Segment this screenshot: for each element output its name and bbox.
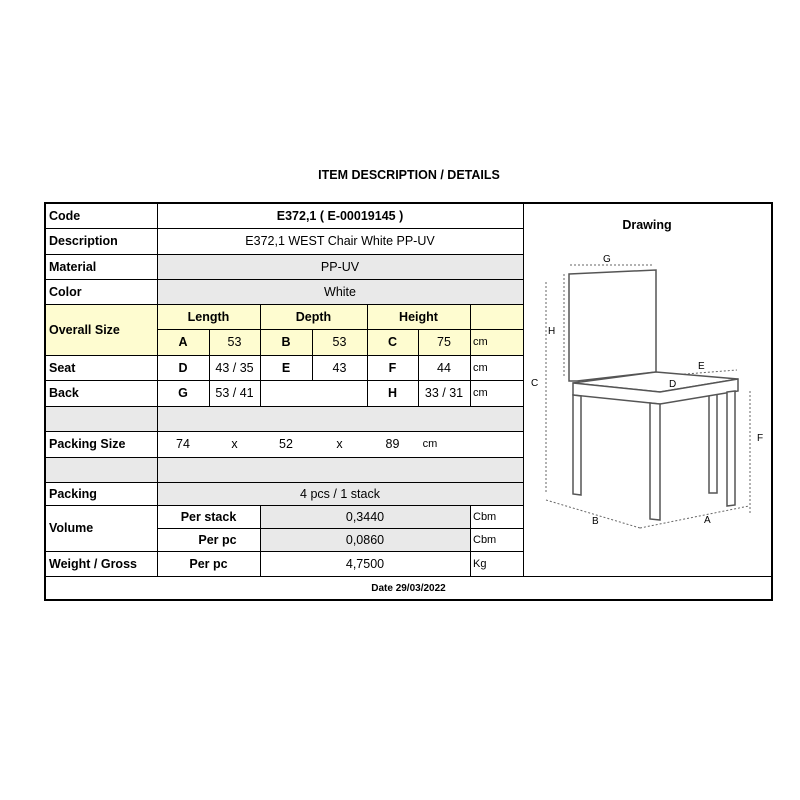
packing-size-length: 74 xyxy=(176,437,190,451)
dim-c-letter: C xyxy=(387,335,398,349)
packing-label: Packing xyxy=(49,486,97,501)
dim-g-value: 53 / 41 xyxy=(215,386,254,400)
drawing-label-a: A xyxy=(704,515,711,526)
back-unit: cm xyxy=(473,387,488,399)
packing-size-label: Packing Size xyxy=(49,437,126,451)
drawing-label-f: F xyxy=(757,433,764,444)
weight-label: Weight / Gross xyxy=(49,556,137,571)
material-value: PP-UV xyxy=(320,259,360,274)
drawing-label-g: G xyxy=(603,254,611,265)
height-header: Height xyxy=(399,309,438,324)
dim-d-value: 43 / 35 xyxy=(215,360,254,375)
chair-back-leg-right xyxy=(709,391,717,493)
dim-a-value: 53 xyxy=(227,335,242,349)
drawing-label-d: D xyxy=(669,379,677,390)
material-label: Material xyxy=(49,259,97,274)
dim-d-letter: D xyxy=(178,360,188,375)
spacer-row-bg-2 xyxy=(46,457,523,482)
weight-unit: Kg xyxy=(473,557,487,570)
chair-backrest xyxy=(569,270,656,381)
dim-f-letter: F xyxy=(388,360,397,375)
depth-header: Depth xyxy=(295,309,332,324)
volume-stack-label: Per stack xyxy=(180,509,237,524)
dim-e-letter: E xyxy=(281,360,291,375)
dim-b-letter: B xyxy=(281,335,291,349)
drawing-label-e: E xyxy=(698,361,705,372)
drawing-label-c: C xyxy=(531,378,539,389)
overall-size-label: Overall Size xyxy=(49,322,120,337)
weight-row-label: Per pc xyxy=(189,556,228,571)
drawing-label-b: B xyxy=(592,516,599,527)
spacer-row-bg xyxy=(46,406,523,431)
seat-label: Seat xyxy=(49,360,76,375)
chair-dimension-drawing xyxy=(524,248,771,573)
volume-stack-value: 0,3440 xyxy=(345,509,385,524)
packing-size-unit: cm xyxy=(422,438,438,450)
code-value: E372,1 ( E-00019145 ) xyxy=(276,209,404,223)
packing-size-x2: x xyxy=(336,437,343,451)
packing-size-x1: x xyxy=(231,437,238,451)
packing-size-height: 89 xyxy=(385,437,400,451)
volume-pc-value: 0,0860 xyxy=(345,532,385,547)
volume-pc-unit: Cbm xyxy=(473,533,497,546)
length-header: Length xyxy=(187,309,230,324)
dim-c-value: 75 xyxy=(437,335,451,349)
dim-h-letter: H xyxy=(387,386,398,400)
page-title: ITEM DESCRIPTION / DETAILS xyxy=(318,168,500,182)
dim-f-value: 44 xyxy=(437,360,451,375)
packing-value: 4 pcs / 1 stack xyxy=(300,486,380,501)
chair-leg-front-left xyxy=(650,403,660,520)
dim-e-value: 43 xyxy=(332,360,347,375)
volume-stack-unit: Cbm xyxy=(473,510,497,523)
dim-b-value: 53 xyxy=(332,335,347,349)
volume-pc-label: Per pc xyxy=(198,532,237,547)
dim-g-letter: G xyxy=(178,386,188,400)
weight-value: 4,7500 xyxy=(345,556,385,571)
dim-a-letter: A xyxy=(178,335,188,349)
packing-size-depth: 52 xyxy=(279,437,293,451)
drawing-title: Drawing xyxy=(622,218,672,232)
color-value: White xyxy=(324,284,356,299)
volume-label: Volume xyxy=(49,521,94,535)
chair-leg-back-left xyxy=(573,395,581,495)
code-label: Code xyxy=(49,209,81,223)
back-label: Back xyxy=(49,386,79,400)
chair-leg-front-right xyxy=(727,391,735,506)
date-footer: Date 29/03/2022 xyxy=(371,582,446,594)
dim-h-value: 33 / 31 xyxy=(424,386,464,400)
color-label: Color xyxy=(49,284,82,299)
overall-unit: cm xyxy=(473,336,488,348)
seat-unit: cm xyxy=(473,361,488,374)
description-value: E372,1 WEST Chair White PP-UV xyxy=(245,234,435,248)
description-label: Description xyxy=(49,234,118,248)
drawing-label-h: H xyxy=(548,326,556,337)
